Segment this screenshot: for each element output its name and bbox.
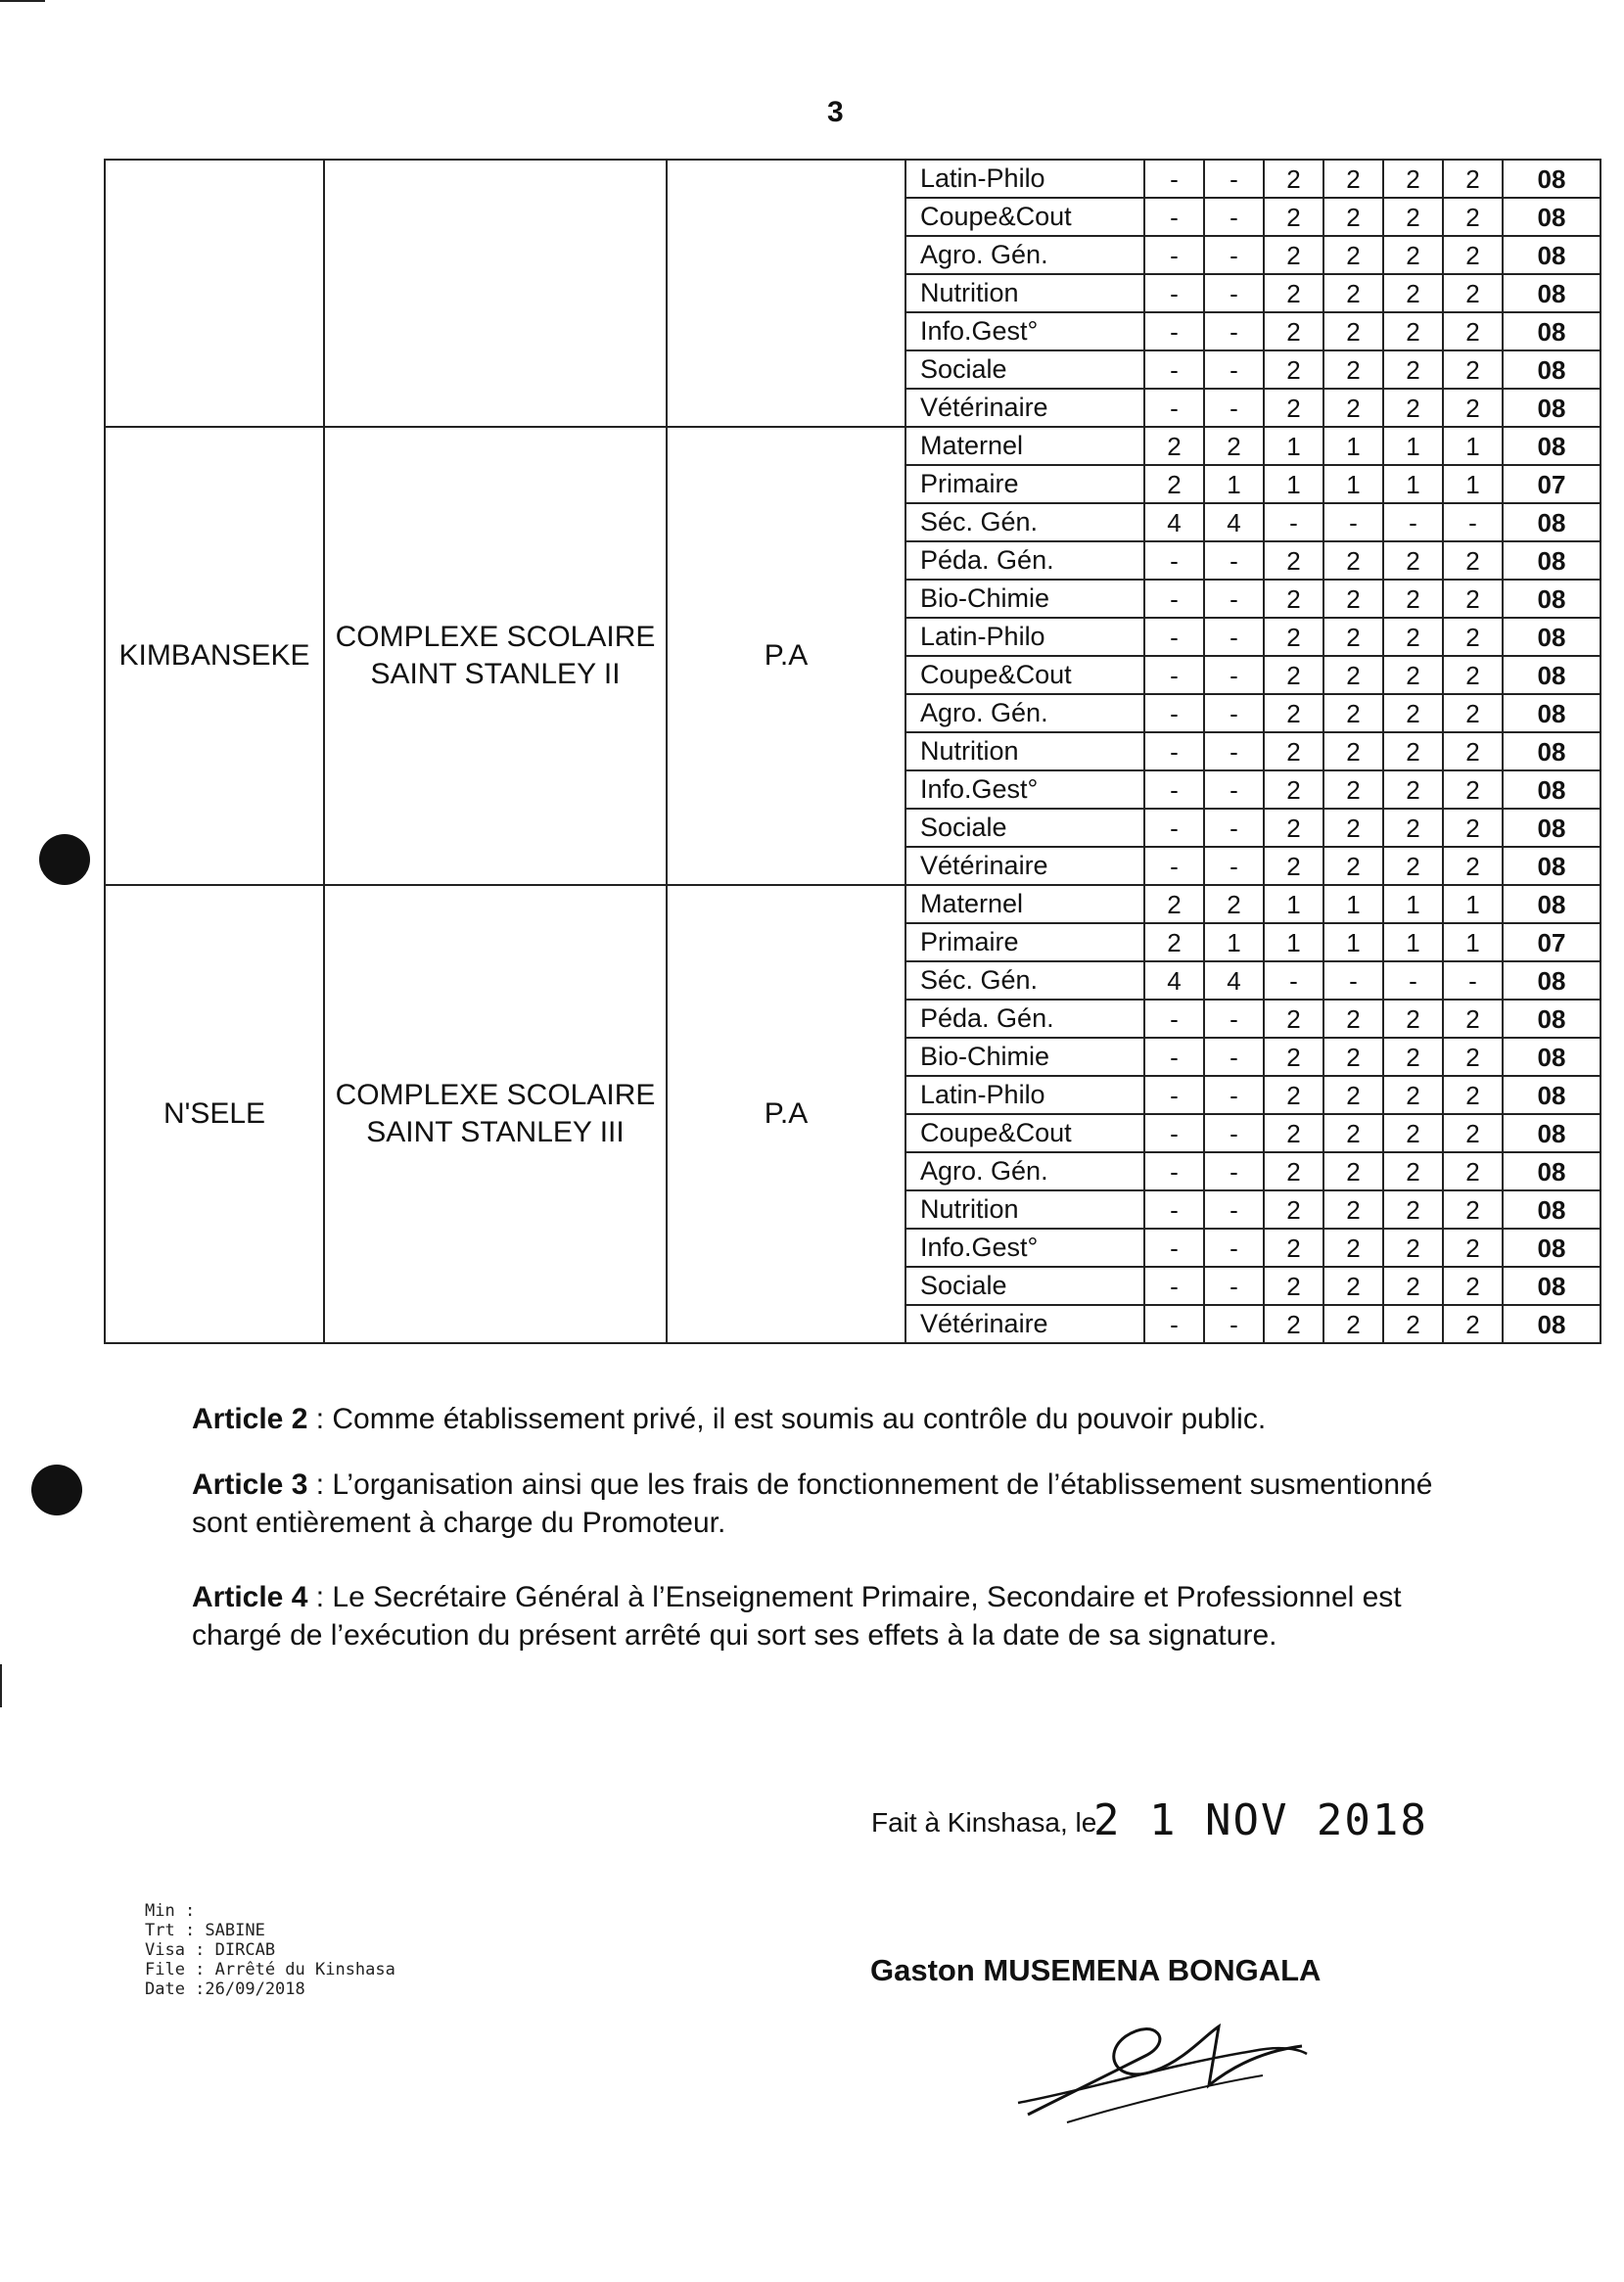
- class-count-cell: 2: [1443, 1152, 1503, 1190]
- class-count-cell: 2: [1443, 732, 1503, 770]
- class-count-cell: -: [1144, 198, 1204, 236]
- article-label: Article 2: [192, 1403, 308, 1435]
- class-count-cell: -: [1323, 961, 1383, 1000]
- date-stamp: 2 1 NOV 2018: [1093, 1795, 1428, 1845]
- class-count-cell: 2: [1323, 1038, 1383, 1076]
- section-cell: Primaire: [905, 465, 1144, 503]
- footer-ref-line: Date :26/09/2018: [145, 1979, 305, 1999]
- class-count-cell: -: [1204, 1076, 1264, 1114]
- class-count-cell: 1: [1323, 427, 1383, 465]
- section-cell: Bio-Chimie: [905, 1038, 1144, 1076]
- class-count-cell: 2: [1323, 1152, 1383, 1190]
- class-count-cell: -: [1144, 1076, 1204, 1114]
- total-cell: 08: [1503, 503, 1601, 541]
- total-cell: 08: [1503, 1000, 1601, 1038]
- class-count-cell: -: [1204, 274, 1264, 312]
- class-count-cell: 2: [1264, 160, 1323, 198]
- class-count-cell: -: [1264, 503, 1323, 541]
- article-text: : Comme établissement privé, il est soumis au contrôle du pouvoir public.: [307, 1403, 1267, 1435]
- section-cell: Latin-Philo: [905, 160, 1144, 198]
- class-count-cell: 2: [1323, 732, 1383, 770]
- school-name-line: SAINT STANLEY II: [370, 658, 621, 690]
- commune-cell: N'SELE: [105, 885, 324, 1343]
- section-cell: Péda. Gén.: [905, 1000, 1144, 1038]
- class-count-cell: 2: [1383, 1076, 1443, 1114]
- regime-cell: P.A: [667, 427, 905, 885]
- class-count-cell: 2: [1264, 1152, 1323, 1190]
- section-cell: Coupe&Cout: [905, 198, 1144, 236]
- total-cell: 08: [1503, 198, 1601, 236]
- class-count-cell: 2: [1383, 541, 1443, 580]
- footer-ref-line: File : Arrêté du Kinshasa: [145, 1960, 395, 1979]
- class-count-cell: 2: [1144, 465, 1204, 503]
- class-count-cell: 2: [1443, 1229, 1503, 1267]
- class-count-cell: 2: [1264, 1229, 1323, 1267]
- total-cell: 08: [1503, 694, 1601, 732]
- class-count-cell: 1: [1383, 465, 1443, 503]
- class-count-cell: 2: [1443, 809, 1503, 847]
- class-count-cell: 2: [1383, 312, 1443, 350]
- class-count-cell: 2: [1323, 1190, 1383, 1229]
- regime-cell: [667, 160, 905, 427]
- class-count-cell: 1: [1443, 885, 1503, 923]
- total-cell: 08: [1503, 236, 1601, 274]
- class-count-cell: 2: [1323, 389, 1383, 427]
- article-4: [192, 1578, 1455, 1654]
- total-cell: 08: [1503, 656, 1601, 694]
- class-count-cell: 2: [1443, 694, 1503, 732]
- class-count-cell: 2: [1443, 1267, 1503, 1305]
- class-count-cell: 2: [1204, 885, 1264, 923]
- section-cell: Latin-Philo: [905, 1076, 1144, 1114]
- class-count-cell: 2: [1443, 618, 1503, 656]
- class-count-cell: 2: [1323, 160, 1383, 198]
- class-count-cell: 4: [1144, 503, 1204, 541]
- class-count-cell: 2: [1443, 274, 1503, 312]
- class-count-cell: -: [1204, 770, 1264, 809]
- class-count-cell: -: [1204, 847, 1264, 885]
- class-count-cell: 1: [1383, 923, 1443, 961]
- class-count-cell: 2: [1323, 1076, 1383, 1114]
- place-of-signing: Fait à Kinshasa, le: [871, 1807, 1097, 1838]
- school-name-line: COMPLEXE SCOLAIRE: [335, 621, 656, 653]
- class-count-cell: 2: [1264, 236, 1323, 274]
- class-count-cell: 2: [1323, 350, 1383, 389]
- class-count-cell: 2: [1323, 236, 1383, 274]
- class-count-cell: -: [1144, 350, 1204, 389]
- section-cell: Sociale: [905, 350, 1144, 389]
- total-cell: 08: [1503, 274, 1601, 312]
- class-count-cell: -: [1323, 503, 1383, 541]
- class-count-cell: 2: [1443, 1000, 1503, 1038]
- class-count-cell: -: [1204, 350, 1264, 389]
- class-count-cell: 2: [1264, 770, 1323, 809]
- class-count-cell: 2: [1323, 1000, 1383, 1038]
- class-count-cell: 2: [1323, 274, 1383, 312]
- class-count-cell: 2: [1383, 1114, 1443, 1152]
- class-count-cell: 2: [1264, 274, 1323, 312]
- class-count-cell: 2: [1264, 198, 1323, 236]
- class-count-cell: 2: [1264, 694, 1323, 732]
- class-count-cell: 1: [1204, 465, 1264, 503]
- class-count-cell: 2: [1383, 198, 1443, 236]
- class-count-cell: -: [1144, 618, 1204, 656]
- class-count-cell: -: [1204, 1190, 1264, 1229]
- class-count-cell: -: [1144, 580, 1204, 618]
- total-cell: 08: [1503, 1076, 1601, 1114]
- class-count-cell: 2: [1443, 1076, 1503, 1114]
- article-3: [192, 1466, 1455, 1542]
- class-count-cell: 2: [1443, 312, 1503, 350]
- total-cell: 08: [1503, 770, 1601, 809]
- class-count-cell: -: [1144, 1114, 1204, 1152]
- class-count-cell: 2: [1323, 770, 1383, 809]
- class-count-cell: 2: [1443, 541, 1503, 580]
- school-cell: [324, 885, 667, 1343]
- section-cell: Agro. Gén.: [905, 694, 1144, 732]
- class-count-cell: 2: [1264, 656, 1323, 694]
- total-cell: 08: [1503, 389, 1601, 427]
- total-cell: 08: [1503, 312, 1601, 350]
- scan-edge-mark: [0, 0, 45, 2]
- class-count-cell: -: [1144, 1152, 1204, 1190]
- class-count-cell: 2: [1323, 198, 1383, 236]
- class-count-cell: 2: [1443, 198, 1503, 236]
- total-cell: 08: [1503, 885, 1601, 923]
- class-count-cell: 2: [1144, 885, 1204, 923]
- class-count-cell: 2: [1383, 236, 1443, 274]
- class-count-cell: -: [1144, 656, 1204, 694]
- class-count-cell: 2: [1144, 427, 1204, 465]
- class-count-cell: -: [1144, 809, 1204, 847]
- class-count-cell: 2: [1443, 236, 1503, 274]
- class-count-cell: 1: [1443, 923, 1503, 961]
- class-count-cell: 1: [1264, 427, 1323, 465]
- class-count-cell: 2: [1443, 770, 1503, 809]
- section-cell: Vétérinaire: [905, 1305, 1144, 1343]
- class-count-cell: -: [1264, 961, 1323, 1000]
- class-count-cell: 2: [1383, 350, 1443, 389]
- class-count-cell: 2: [1264, 1267, 1323, 1305]
- class-count-cell: 2: [1323, 694, 1383, 732]
- section-cell: Séc. Gén.: [905, 503, 1144, 541]
- page-number: 3: [827, 96, 844, 128]
- class-count-cell: 2: [1323, 847, 1383, 885]
- class-count-cell: 1: [1443, 465, 1503, 503]
- section-cell: Nutrition: [905, 732, 1144, 770]
- table-row: [105, 427, 1601, 465]
- total-cell: 08: [1503, 1190, 1601, 1229]
- class-count-cell: -: [1204, 236, 1264, 274]
- class-count-cell: -: [1144, 1267, 1204, 1305]
- class-count-cell: -: [1144, 770, 1204, 809]
- class-count-cell: 2: [1264, 580, 1323, 618]
- class-count-cell: -: [1144, 274, 1204, 312]
- commune-cell: KIMBANSEKE: [105, 427, 324, 885]
- total-cell: 08: [1503, 1038, 1601, 1076]
- class-count-cell: 1: [1443, 427, 1503, 465]
- class-count-cell: 2: [1383, 1000, 1443, 1038]
- class-count-cell: 1: [1323, 923, 1383, 961]
- total-cell: 08: [1503, 732, 1601, 770]
- class-count-cell: 4: [1204, 503, 1264, 541]
- class-count-cell: -: [1144, 541, 1204, 580]
- total-cell: 08: [1503, 1229, 1601, 1267]
- table-row: [105, 885, 1601, 923]
- total-cell: 08: [1503, 961, 1601, 1000]
- class-count-cell: -: [1204, 1267, 1264, 1305]
- total-cell: 08: [1503, 1305, 1601, 1343]
- class-count-cell: -: [1204, 1114, 1264, 1152]
- class-count-cell: 2: [1264, 389, 1323, 427]
- class-count-cell: 2: [1323, 1267, 1383, 1305]
- class-count-cell: -: [1204, 656, 1264, 694]
- article-label: Article 4: [192, 1581, 308, 1613]
- class-count-cell: -: [1383, 961, 1443, 1000]
- section-cell: Vétérinaire: [905, 847, 1144, 885]
- section-cell: Latin-Philo: [905, 618, 1144, 656]
- class-count-cell: -: [1204, 1000, 1264, 1038]
- class-count-cell: 2: [1443, 1114, 1503, 1152]
- total-cell: 08: [1503, 580, 1601, 618]
- class-count-cell: 2: [1383, 1305, 1443, 1343]
- class-count-cell: 2: [1383, 1152, 1443, 1190]
- class-count-cell: 2: [1264, 541, 1323, 580]
- class-count-cell: -: [1204, 618, 1264, 656]
- article-text: : L’organisation ainsi que les frais de fonctionnement de l’établissement susmentionné sont entièrement à charge du Promoteur.: [192, 1468, 1433, 1539]
- class-count-cell: 2: [1383, 1038, 1443, 1076]
- total-cell: 08: [1503, 809, 1601, 847]
- section-cell: Info.Gest°: [905, 1229, 1144, 1267]
- class-count-cell: -: [1144, 1190, 1204, 1229]
- class-count-cell: -: [1204, 541, 1264, 580]
- class-count-cell: -: [1204, 198, 1264, 236]
- total-cell: 08: [1503, 541, 1601, 580]
- class-count-cell: 2: [1383, 618, 1443, 656]
- class-count-cell: 1: [1383, 885, 1443, 923]
- class-count-cell: 2: [1383, 809, 1443, 847]
- class-count-cell: 2: [1443, 1305, 1503, 1343]
- class-count-cell: -: [1204, 1229, 1264, 1267]
- total-cell: 08: [1503, 1152, 1601, 1190]
- class-count-cell: -: [1204, 1038, 1264, 1076]
- school-name-line: SAINT STANLEY III: [366, 1116, 625, 1148]
- class-count-cell: -: [1144, 312, 1204, 350]
- handwritten-signature: [1008, 1997, 1322, 2134]
- footer-ref-line: Min :: [145, 1901, 196, 1921]
- punch-hole: [39, 834, 90, 885]
- class-count-cell: 2: [1264, 1076, 1323, 1114]
- class-count-cell: -: [1144, 160, 1204, 198]
- class-count-cell: 2: [1264, 847, 1323, 885]
- class-count-cell: 2: [1383, 732, 1443, 770]
- class-count-cell: -: [1383, 503, 1443, 541]
- section-cell: Nutrition: [905, 274, 1144, 312]
- class-count-cell: 4: [1144, 961, 1204, 1000]
- section-cell: Info.Gest°: [905, 312, 1144, 350]
- school-cell: [324, 160, 667, 427]
- class-count-cell: 2: [1204, 427, 1264, 465]
- section-cell: Agro. Gén.: [905, 1152, 1144, 1190]
- class-count-cell: -: [1144, 732, 1204, 770]
- class-count-cell: -: [1144, 1305, 1204, 1343]
- section-cell: Maternel: [905, 885, 1144, 923]
- class-count-cell: 1: [1264, 923, 1323, 961]
- class-count-cell: 2: [1264, 1038, 1323, 1076]
- total-cell: 08: [1503, 160, 1601, 198]
- class-count-cell: -: [1144, 847, 1204, 885]
- total-cell: 08: [1503, 427, 1601, 465]
- class-count-cell: 2: [1383, 1267, 1443, 1305]
- regime-cell: P.A: [667, 885, 905, 1343]
- section-cell: Maternel: [905, 427, 1144, 465]
- schools-table: [104, 159, 1601, 1344]
- section-cell: Séc. Gén.: [905, 961, 1144, 1000]
- class-count-cell: 1: [1383, 427, 1443, 465]
- class-count-cell: 2: [1383, 1229, 1443, 1267]
- class-count-cell: 4: [1204, 961, 1264, 1000]
- class-count-cell: 2: [1383, 1190, 1443, 1229]
- class-count-cell: 2: [1323, 312, 1383, 350]
- class-count-cell: 2: [1323, 1229, 1383, 1267]
- class-count-cell: 2: [1443, 1038, 1503, 1076]
- footer-ref-line: Trt : SABINE: [145, 1921, 265, 1940]
- class-count-cell: -: [1204, 694, 1264, 732]
- section-cell: Coupe&Cout: [905, 656, 1144, 694]
- class-count-cell: -: [1144, 1038, 1204, 1076]
- section-cell: Péda. Gén.: [905, 541, 1144, 580]
- footer-ref-line: Visa : DIRCAB: [145, 1940, 276, 1960]
- class-count-cell: -: [1144, 1000, 1204, 1038]
- class-count-cell: 2: [1323, 809, 1383, 847]
- commune-cell: [105, 160, 324, 427]
- class-count-cell: 2: [1323, 1114, 1383, 1152]
- class-count-cell: -: [1204, 809, 1264, 847]
- class-count-cell: 2: [1383, 274, 1443, 312]
- total-cell: 08: [1503, 1267, 1601, 1305]
- class-count-cell: 2: [1323, 541, 1383, 580]
- punch-hole: [31, 1465, 82, 1515]
- class-count-cell: 2: [1323, 1305, 1383, 1343]
- class-count-cell: 2: [1443, 1190, 1503, 1229]
- class-count-cell: -: [1144, 1229, 1204, 1267]
- class-count-cell: 2: [1264, 1000, 1323, 1038]
- class-count-cell: -: [1204, 1305, 1264, 1343]
- class-count-cell: 2: [1383, 580, 1443, 618]
- class-count-cell: -: [1204, 160, 1264, 198]
- class-count-cell: 2: [1264, 618, 1323, 656]
- class-count-cell: 2: [1443, 656, 1503, 694]
- class-count-cell: 2: [1264, 809, 1323, 847]
- class-count-cell: 2: [1443, 350, 1503, 389]
- class-count-cell: 2: [1323, 656, 1383, 694]
- table-row: [105, 160, 1601, 198]
- class-count-cell: -: [1204, 389, 1264, 427]
- class-count-cell: 2: [1443, 580, 1503, 618]
- total-cell: 08: [1503, 847, 1601, 885]
- class-count-cell: -: [1204, 312, 1264, 350]
- total-cell: 08: [1503, 618, 1601, 656]
- article-label: Article 3: [192, 1468, 308, 1501]
- class-count-cell: 2: [1383, 770, 1443, 809]
- class-count-cell: 2: [1383, 160, 1443, 198]
- total-cell: 07: [1503, 465, 1601, 503]
- article-text: : Le Secrétaire Général à l’Enseignement Primaire, Secondaire et Professionnel est chargé de l’exécution du présent arrêté qui sort ses effets à la date de sa signature.: [192, 1581, 1402, 1652]
- section-cell: Coupe&Cout: [905, 1114, 1144, 1152]
- class-count-cell: 1: [1323, 885, 1383, 923]
- total-cell: 08: [1503, 350, 1601, 389]
- class-count-cell: 2: [1443, 847, 1503, 885]
- section-cell: Agro. Gén.: [905, 236, 1144, 274]
- class-count-cell: 2: [1383, 847, 1443, 885]
- class-count-cell: 2: [1264, 350, 1323, 389]
- class-count-cell: 2: [1383, 694, 1443, 732]
- class-count-cell: 2: [1264, 1114, 1323, 1152]
- section-cell: Vétérinaire: [905, 389, 1144, 427]
- class-count-cell: 2: [1144, 923, 1204, 961]
- class-count-cell: 2: [1264, 312, 1323, 350]
- class-count-cell: 2: [1383, 389, 1443, 427]
- class-count-cell: 1: [1264, 465, 1323, 503]
- section-cell: Sociale: [905, 809, 1144, 847]
- section-cell: Primaire: [905, 923, 1144, 961]
- school-name-line: COMPLEXE SCOLAIRE: [335, 1079, 656, 1111]
- section-cell: Sociale: [905, 1267, 1144, 1305]
- class-count-cell: -: [1144, 694, 1204, 732]
- class-count-cell: 2: [1443, 160, 1503, 198]
- class-count-cell: -: [1204, 1152, 1264, 1190]
- class-count-cell: -: [1443, 961, 1503, 1000]
- class-count-cell: 2: [1264, 1190, 1323, 1229]
- article-2: [192, 1400, 1455, 1438]
- section-cell: Info.Gest°: [905, 770, 1144, 809]
- scan-edge-mark: [0, 1664, 2, 1707]
- class-count-cell: 2: [1264, 1305, 1323, 1343]
- signatory-name: Gaston MUSEMENA BONGALA: [870, 1953, 1322, 1987]
- class-count-cell: 1: [1323, 465, 1383, 503]
- class-count-cell: -: [1204, 732, 1264, 770]
- section-cell: Bio-Chimie: [905, 580, 1144, 618]
- class-count-cell: 2: [1323, 618, 1383, 656]
- class-count-cell: -: [1144, 389, 1204, 427]
- class-count-cell: 2: [1264, 732, 1323, 770]
- total-cell: 08: [1503, 1114, 1601, 1152]
- total-cell: 07: [1503, 923, 1601, 961]
- class-count-cell: 2: [1443, 389, 1503, 427]
- class-count-cell: -: [1144, 236, 1204, 274]
- school-cell: [324, 427, 667, 885]
- class-count-cell: 1: [1204, 923, 1264, 961]
- footer-references: [145, 1901, 395, 1999]
- section-cell: Nutrition: [905, 1190, 1144, 1229]
- class-count-cell: 1: [1264, 885, 1323, 923]
- class-count-cell: 2: [1383, 656, 1443, 694]
- class-count-cell: -: [1204, 580, 1264, 618]
- class-count-cell: -: [1443, 503, 1503, 541]
- class-count-cell: 2: [1323, 580, 1383, 618]
